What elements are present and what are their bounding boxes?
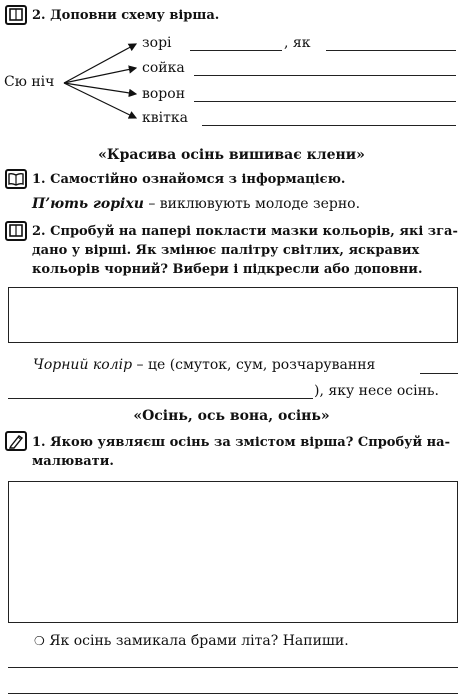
task-number: 1.	[32, 172, 46, 187]
task-text-block	[32, 433, 458, 471]
section-heading: «Осінь, ось вона, осінь»	[133, 408, 330, 424]
book-pencil-icon	[5, 5, 27, 25]
task-number: 2.	[32, 8, 46, 23]
answer-line[interactable]	[194, 101, 456, 102]
task-text: Самостійно ознайомся з інформацією.	[50, 172, 346, 187]
answer-line[interactable]	[190, 50, 282, 51]
connector-yak: , як	[284, 35, 311, 51]
branch-soika: сойка	[142, 60, 185, 76]
question-line	[34, 632, 349, 651]
task-line: кольорів чорний? Вибери і підкресли або доповни.	[32, 262, 423, 277]
task-line: малювати.	[32, 454, 114, 469]
drawing-box[interactable]	[8, 481, 458, 623]
section-heading: «Красива осінь вишиває клени»	[98, 147, 365, 163]
question-text: Як осінь замикала брами літа? Напиши.	[49, 633, 349, 649]
pencil-icon	[5, 431, 27, 451]
task-title	[32, 6, 219, 25]
task-line: Спробуй на папері покласти мазки кольорів, які зга-	[50, 224, 458, 239]
answer-line[interactable]	[194, 75, 456, 76]
scheme-root: Сю ніч	[4, 74, 55, 90]
book-pencil-icon	[5, 221, 27, 241]
branch-zori: зорі	[142, 35, 172, 51]
answer-line[interactable]	[420, 373, 458, 374]
answer-line[interactable]	[8, 693, 458, 694]
color-term: Чорний колір	[33, 357, 133, 373]
task-number: 1.	[32, 435, 46, 450]
answer-line[interactable]	[202, 125, 456, 126]
scheme-arrows	[62, 38, 144, 128]
info-definition	[32, 195, 360, 214]
task-line: дано у вірші. Як змінює палітру світлих, яскравих	[32, 243, 420, 258]
drawing-box[interactable]	[8, 287, 458, 343]
answer-line[interactable]	[8, 398, 313, 399]
info-def: – виклювують молоде зерно.	[143, 196, 361, 212]
color-text: – це (смуток, сум, розчарування	[132, 357, 376, 373]
branch-voron: ворон	[142, 86, 186, 102]
color-sentence	[33, 356, 375, 375]
answer-line[interactable]	[326, 50, 456, 51]
branch-kvitka: квітка	[142, 110, 188, 126]
answer-line[interactable]	[8, 667, 458, 668]
bullet-circle-icon: ❍	[34, 634, 45, 648]
task-text: Доповни схему вірша.	[50, 8, 220, 23]
task-line: Якою уявляєш осінь за змістом вірша? Спробуй на-	[50, 435, 450, 450]
info-term: П’ють горіхи	[32, 196, 144, 212]
color-end: ), яку несе осінь.	[314, 383, 439, 399]
task-text-block	[32, 222, 458, 279]
task-title	[32, 170, 345, 189]
open-book-icon	[5, 169, 27, 189]
task-number: 2.	[32, 224, 46, 239]
